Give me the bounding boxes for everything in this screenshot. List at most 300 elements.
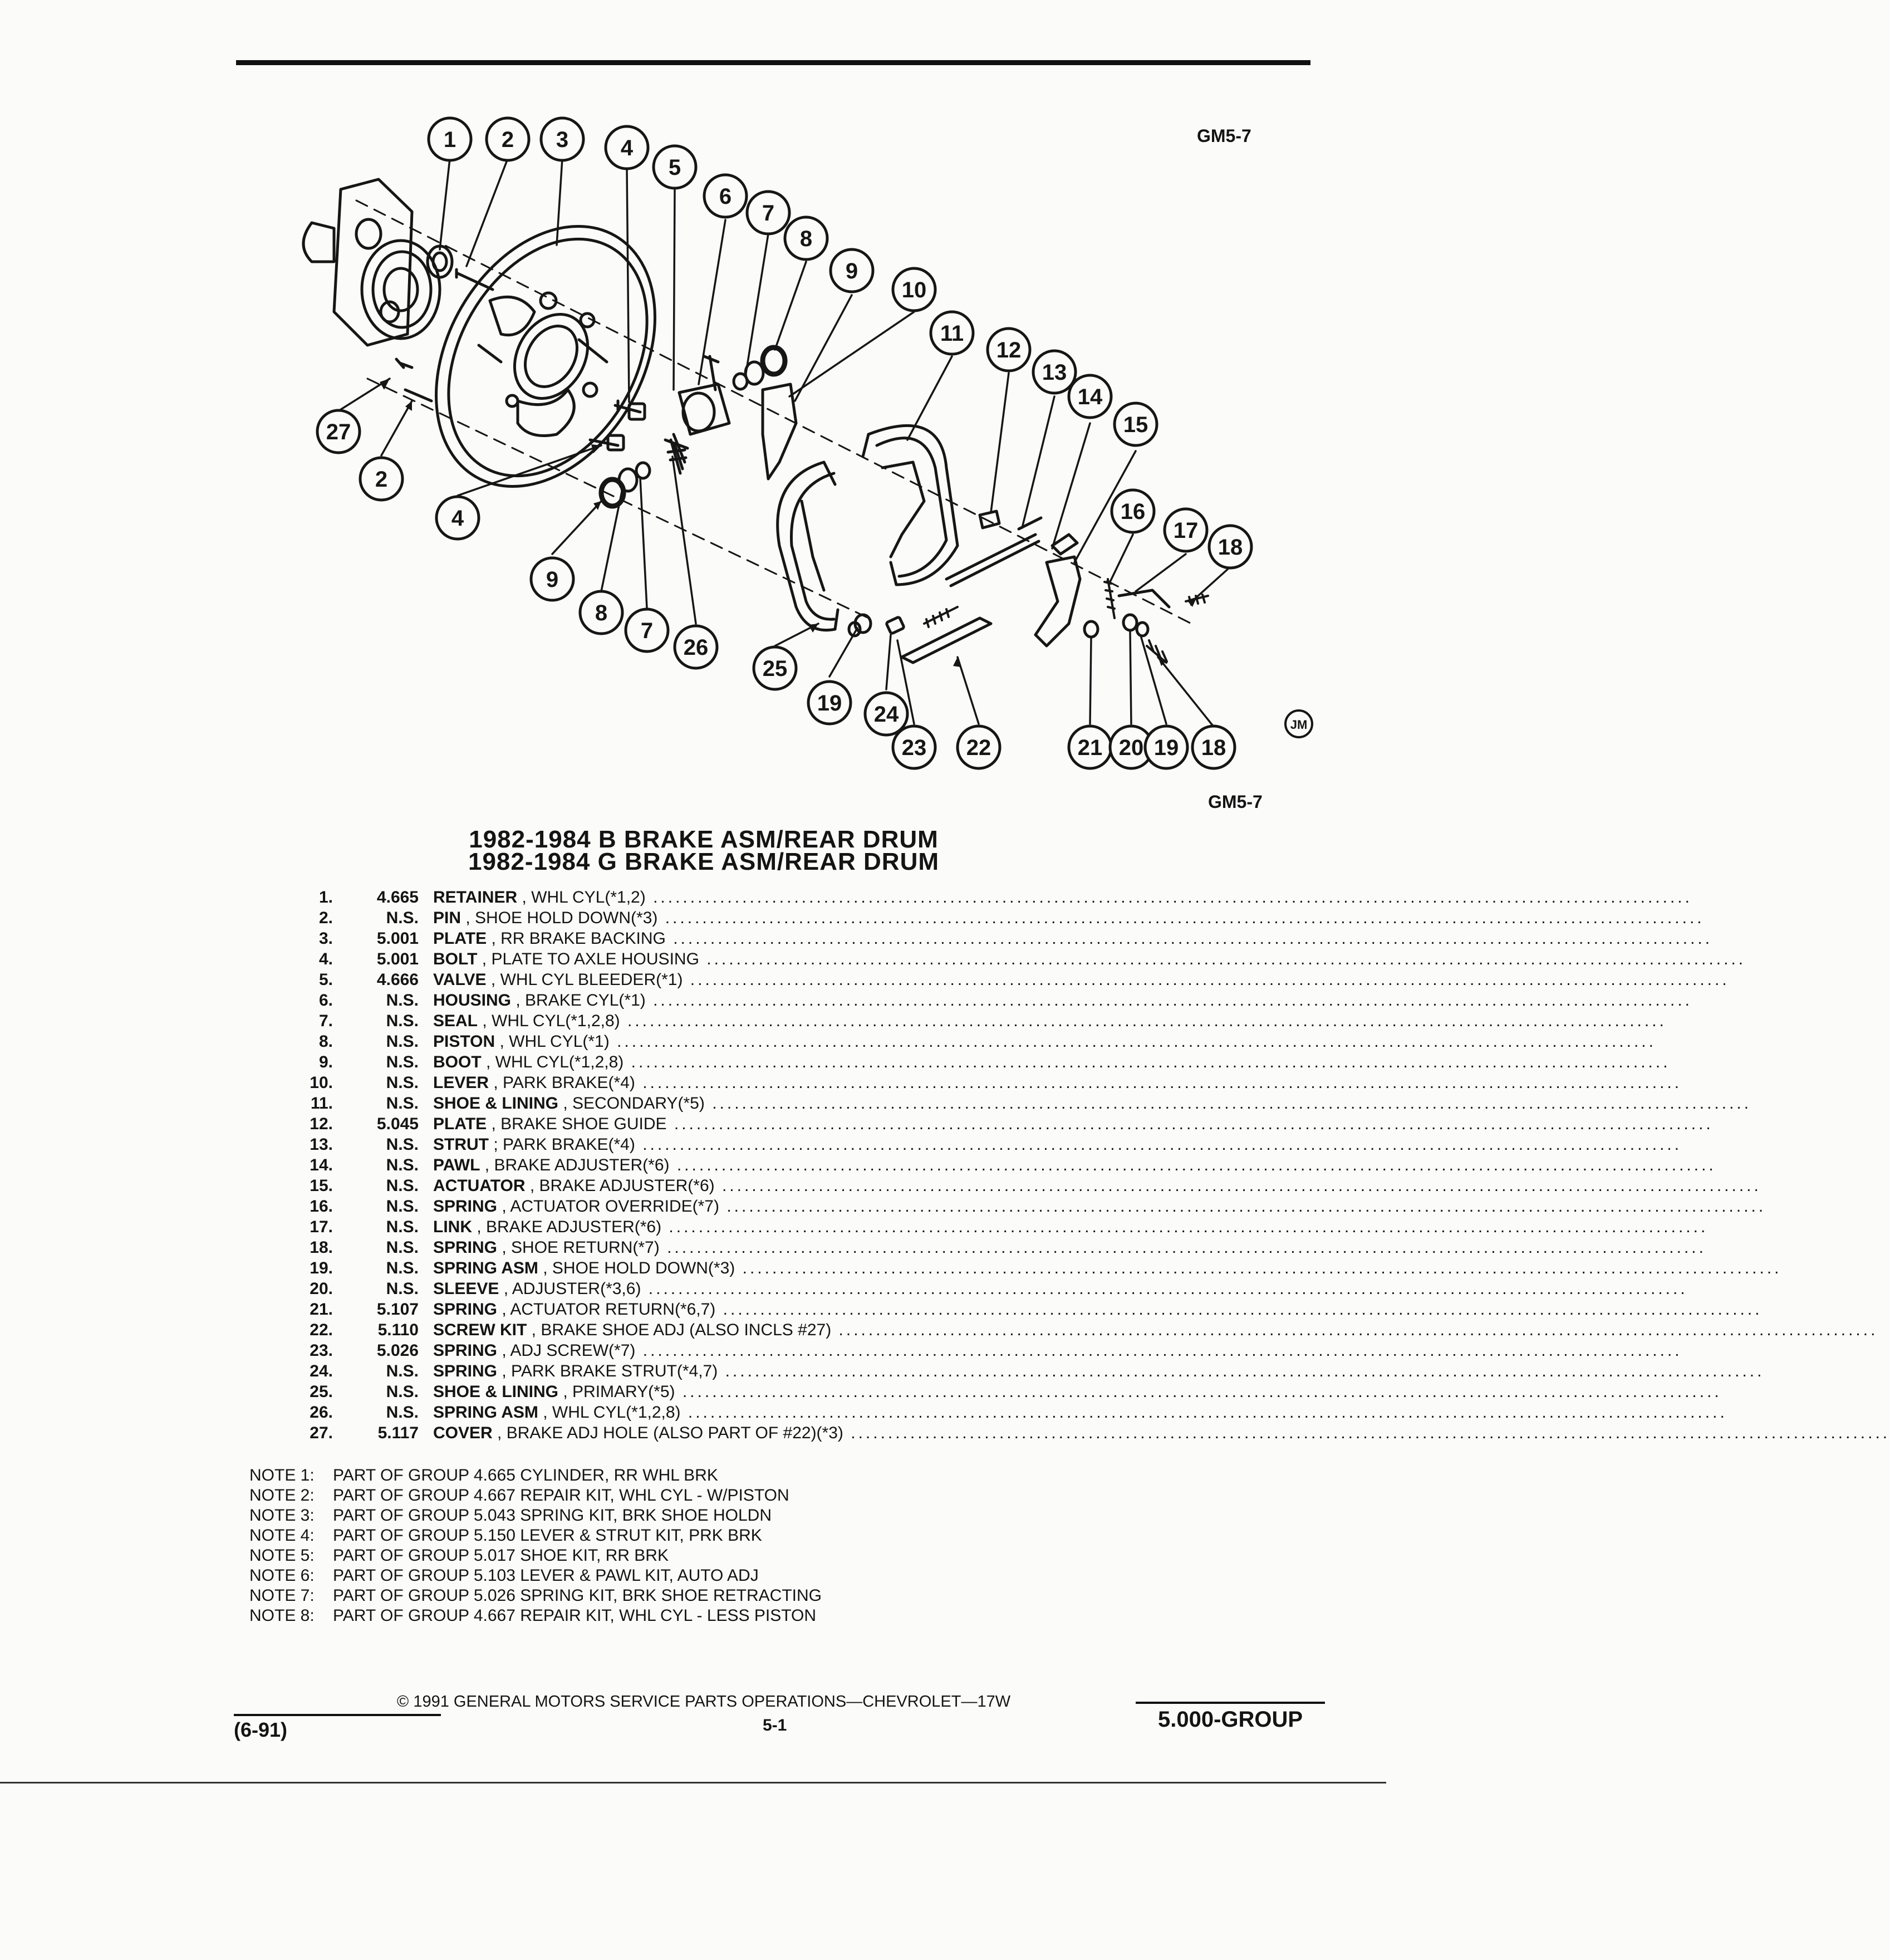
footer-copyright: © 1991 GENERAL MOTORS SERVICE PARTS OPERATIONS—CHEVROLET—17W: [396, 1693, 1011, 1711]
callout-label: 22: [966, 736, 991, 760]
part-number: 15.: [310, 1177, 333, 1195]
part-name: SPRING: [433, 1300, 498, 1319]
leader-dots: ............................................................................................................................................: [683, 971, 1730, 989]
callout-label: 9: [546, 567, 559, 592]
part-detail: , BRAKE ADJUSTER(*6): [480, 1156, 670, 1174]
part-description: [433, 1175, 1761, 1196]
callout-label: 4: [620, 136, 634, 160]
part-number: 9.: [318, 1053, 333, 1071]
part-number: 1.: [318, 888, 333, 906]
callout-4: [606, 126, 648, 169]
leader-dots: ............................................................................................................................................: [661, 1218, 1709, 1236]
part-number: 3.: [318, 929, 333, 948]
part-description: [433, 1114, 1714, 1134]
callout-14: [1069, 375, 1111, 418]
part-name: PIN: [433, 909, 462, 927]
part-detail: , ADJ SCREW(*7): [497, 1341, 636, 1360]
callout-27: [317, 410, 360, 453]
part-detail: , ADJUSTER(*3,6): [499, 1280, 641, 1298]
part-name: SHOE & LINING: [433, 1094, 559, 1113]
part-row: [289, 1093, 1752, 1114]
part-number: 22.: [310, 1321, 333, 1339]
callout-9: [531, 558, 573, 600]
part-detail: , SHOE HOLD DOWN(*3): [538, 1259, 735, 1277]
parts-list: [289, 887, 1890, 1443]
part-number: 18.: [310, 1238, 333, 1257]
callout-label: 13: [1042, 360, 1067, 385]
diagram-code-top: GM5-7: [1197, 126, 1251, 146]
part-name: COVER: [433, 1424, 493, 1442]
part-group: 5.110: [377, 1321, 419, 1339]
callout-13: [1033, 351, 1076, 393]
part-row: [289, 887, 1692, 908]
part-description: [433, 1381, 1722, 1402]
part-row: [289, 949, 1746, 969]
part-group: N.S.: [386, 1094, 419, 1113]
part-number: 14.: [310, 1156, 333, 1174]
part-name: STRUT: [433, 1135, 489, 1154]
part-name: PISTON: [433, 1032, 495, 1051]
part-group: 5.107: [376, 1300, 419, 1319]
part-row: [289, 1423, 1890, 1443]
part-row: [289, 1175, 1761, 1196]
callout-19: [808, 682, 851, 724]
leader-dots: ............................................................................................................................................: [657, 909, 1705, 927]
secondary-shoe: [863, 425, 958, 585]
title-b-brake: 1982-1984 B BRAKE ASM/REAR DRUM: [469, 826, 939, 853]
part-detail: , PLATE TO AXLE HOUSING: [477, 950, 699, 968]
part-group: 5.045: [376, 1115, 419, 1133]
notes-list: [249, 1466, 822, 1626]
part-group: N.S.: [386, 909, 419, 927]
callout-label: 23: [901, 736, 927, 760]
part-row: [289, 990, 1692, 1011]
note-label: NOTE 3:: [249, 1506, 315, 1525]
leader-dots: ............................................................................................................................................: [735, 1259, 1782, 1277]
callout-label: 15: [1123, 413, 1148, 437]
callout-label: 24: [873, 702, 899, 727]
part-name: SEAL: [433, 1012, 478, 1030]
leader-dots: ............................................................................................................................................: [641, 1280, 1688, 1298]
part-group: N.S.: [386, 1197, 419, 1216]
part-detail: , BRAKE CYL(*1): [511, 991, 646, 1010]
part-row: [289, 1196, 1766, 1217]
note-item: [249, 1526, 822, 1546]
part-group: 5.001: [376, 929, 419, 948]
callout-label: 18: [1218, 535, 1243, 560]
part-row: [289, 1320, 1878, 1340]
part-row: [289, 1011, 1667, 1031]
title-g-brake: 1982-1984 G BRAKE ASM/REAR DRUM: [468, 848, 939, 875]
part-number: 21.: [310, 1300, 333, 1319]
part-row: [289, 1361, 1765, 1381]
part-detail: , WHL CYL(*1,2): [517, 888, 646, 906]
assembly-axis-line: [356, 200, 1191, 624]
part-description: [433, 990, 1692, 1011]
note-item: [249, 1566, 822, 1586]
part-row: [289, 969, 1730, 990]
part-name: LINK: [433, 1218, 472, 1236]
part-number: 11.: [310, 1094, 333, 1113]
part-row: [289, 1134, 1682, 1155]
part-group: 5.026: [376, 1341, 419, 1360]
part-row: [289, 1217, 1709, 1237]
leader-dots: ............................................................................................................................................: [635, 1135, 1682, 1154]
revision-date: (6-91): [234, 1718, 288, 1741]
callout-22: [958, 726, 1000, 768]
callout-label: 6: [719, 184, 732, 209]
leader-dots: ............................................................................................................................................: [715, 1300, 1763, 1319]
callout-label: 17: [1173, 518, 1199, 543]
primary-shoe: [778, 462, 838, 630]
note-item: [249, 1606, 822, 1626]
callout-label: 19: [817, 691, 842, 716]
leader-dots: ............................................................................................................................................: [669, 1156, 1716, 1174]
part-description: [433, 1299, 1763, 1320]
callout-label: 21: [1077, 736, 1103, 760]
part-name: SPRING: [433, 1362, 498, 1380]
part-row: [289, 908, 1705, 928]
part-description: [433, 1340, 1682, 1361]
note-label: NOTE 4:: [249, 1526, 315, 1545]
part-number: 2.: [318, 909, 333, 927]
part-number: 5.: [318, 971, 333, 989]
leader-dots: ............................................................................................................................................: [620, 1012, 1667, 1030]
part-detail: , PARK BRAKE STRUT(*4,7): [497, 1362, 718, 1380]
leader-dots: ............................................................................................................................................: [645, 991, 1692, 1010]
part-group: N.S.: [386, 1403, 419, 1422]
callout-18: [1209, 526, 1251, 568]
leader-dots: ............................................................................................................................................: [635, 1341, 1682, 1360]
part-description: [433, 1258, 1782, 1278]
part-group: 5.001: [376, 950, 419, 968]
part-detail: , WHL CYL(*1): [495, 1032, 610, 1051]
part-number: 6.: [318, 991, 333, 1010]
part-name: SPRING: [433, 1341, 498, 1360]
part-description: [433, 908, 1705, 928]
note-item: [249, 1586, 822, 1606]
note-text: PART OF GROUP 5.150 LEVER & STRUT KIT, PRK BRK: [333, 1526, 762, 1545]
leader-dots: ............................................................................................................................................: [675, 1383, 1722, 1401]
note-item: [249, 1486, 822, 1506]
backing-plate: [391, 187, 699, 526]
part-name: PLATE: [433, 929, 487, 948]
part-description: [433, 1011, 1667, 1031]
callout-26: [675, 626, 717, 668]
part-group: 5.117: [377, 1424, 419, 1442]
callout-label: 2: [501, 128, 514, 152]
part-number: 25.: [310, 1383, 333, 1401]
callout-6: [704, 175, 747, 217]
part-description: [433, 928, 1713, 949]
guide-plate: [980, 511, 999, 528]
part-name: BOLT: [433, 950, 478, 968]
part-detail: , BRAKE ADJ HOLE (ALSO PART OF #22)(*3): [492, 1424, 843, 1442]
part-group: N.S.: [386, 1383, 419, 1401]
callout-label: 7: [762, 201, 775, 226]
part-detail: , BRAKE ADJUSTER(*6): [525, 1177, 715, 1195]
part-description: [433, 1072, 1682, 1093]
part-group: N.S.: [386, 1156, 419, 1174]
part-description: [433, 1402, 1727, 1423]
part-name: SPRING ASM: [433, 1403, 538, 1422]
callout-19: [1145, 726, 1187, 768]
callout-3: [541, 118, 583, 160]
part-name: SPRING: [433, 1238, 498, 1257]
callout-8: [580, 591, 622, 634]
part-name: VALVE: [433, 971, 487, 989]
leader-dots: ............................................................................................................................................: [665, 929, 1713, 948]
part-description: [433, 1237, 1706, 1258]
callout-12: [988, 329, 1030, 371]
note-label: NOTE 7:: [249, 1586, 315, 1605]
part-group: N.S.: [386, 1012, 419, 1030]
note-text: PART OF GROUP 4.667 REPAIR KIT, WHL CYL - W/PISTON: [333, 1486, 789, 1505]
part-row: [289, 1299, 1763, 1320]
part-description: [433, 949, 1746, 969]
part-group: N.S.: [386, 1177, 419, 1195]
part-number: 24.: [310, 1362, 333, 1380]
part-group: N.S.: [386, 991, 419, 1010]
part-name: SPRING: [433, 1197, 498, 1216]
part-name: SHOE & LINING: [433, 1383, 559, 1401]
part-name: LEVER: [433, 1074, 489, 1092]
part-detail: , BRAKE SHOE GUIDE: [487, 1115, 667, 1133]
callout-label: 8: [595, 601, 608, 625]
callout-2: [360, 458, 402, 500]
part-detail: , WHL CYL(*1,2,8): [478, 1012, 620, 1030]
part-detail: , BRAKE ADJUSTER(*6): [472, 1218, 662, 1236]
leader-dots: ............................................................................................................................................: [719, 1197, 1766, 1216]
callout-label: 2: [375, 467, 388, 492]
callout-label: 3: [556, 128, 569, 152]
callout-label: 7: [640, 619, 654, 643]
callout-16: [1112, 490, 1154, 532]
callout-label: 19: [1153, 736, 1179, 760]
part-name: ACTUATOR: [433, 1177, 526, 1195]
part-group: N.S.: [386, 1259, 419, 1277]
part-name: SLEEVE: [433, 1280, 499, 1298]
leader-dots: ............................................................................................................................................: [843, 1424, 1890, 1442]
part-number: 26.: [310, 1403, 333, 1422]
part-row: [289, 1072, 1682, 1093]
part-number: 10.: [310, 1074, 333, 1092]
callout-7: [626, 609, 668, 651]
park-brake-strut: [946, 535, 1039, 586]
artist-mark: [1285, 710, 1312, 737]
part-name: PLATE: [433, 1115, 487, 1133]
callout-label: 1: [443, 128, 456, 152]
part-detail: ; PARK BRAKE(*4): [489, 1135, 635, 1154]
leader-dots: ............................................................................................................................................: [718, 1362, 1765, 1380]
part-group: N.S.: [386, 1053, 419, 1071]
callout-1: [429, 118, 471, 160]
callout-label: 16: [1120, 499, 1146, 524]
callout-15: [1115, 403, 1157, 445]
callout-17: [1165, 509, 1207, 551]
note-text: PART OF GROUP 5.026 SPRING KIT, BRK SHOE RETRACTING: [333, 1586, 822, 1605]
part-group: 4.666: [376, 971, 419, 989]
note-label: NOTE 5:: [249, 1546, 315, 1565]
part-name: HOUSING: [433, 991, 512, 1010]
group-number: 5.000-GROUP: [1158, 1707, 1303, 1732]
footer-rule-left: [234, 1714, 441, 1716]
part-row: [289, 928, 1713, 949]
part-detail: , ACTUATOR RETURN(*6,7): [497, 1300, 716, 1319]
part-description: [433, 1320, 1878, 1340]
part-group: N.S.: [386, 1362, 419, 1380]
part-description: [433, 1031, 1656, 1052]
part-number: 13.: [310, 1135, 333, 1154]
part-number: 19.: [310, 1259, 333, 1277]
part-detail: , RR BRAKE BACKING: [487, 929, 666, 948]
callout-label: 25: [762, 656, 788, 681]
note-item: [249, 1546, 822, 1566]
part-detail: , WHL CYL BLEEDER(*1): [486, 971, 683, 989]
part-description: [433, 1278, 1688, 1299]
callout-25: [754, 647, 796, 689]
note-text: PART OF GROUP 5.103 LEVER & PAWL KIT, AUTO ADJ: [333, 1566, 759, 1585]
part-number: 16.: [310, 1197, 333, 1216]
part-description: [433, 1052, 1671, 1072]
callout-18: [1192, 726, 1235, 768]
callout-23: [893, 726, 935, 768]
callout-7: [747, 192, 789, 234]
part-number: 12.: [310, 1115, 333, 1133]
part-detail: , PARK BRAKE(*4): [489, 1074, 635, 1092]
part-name: RETAINER: [433, 888, 518, 906]
callout-11: [931, 312, 973, 354]
part-description: [433, 1093, 1752, 1114]
part-name: SPRING ASM: [433, 1259, 538, 1277]
adjuster-screw-kit: [902, 618, 991, 663]
part-row: [289, 1278, 1688, 1299]
note-text: PART OF GROUP 4.667 REPAIR KIT, WHL CYL - LESS PISTON: [333, 1606, 817, 1625]
part-group: N.S.: [386, 1135, 419, 1154]
callout-label: 12: [996, 338, 1022, 362]
part-detail: , WHL CYL(*1,2,8): [538, 1403, 681, 1422]
part-number: 20.: [310, 1280, 333, 1298]
part-number: 4.: [318, 950, 333, 968]
part-detail: , PRIMARY(*5): [558, 1383, 675, 1401]
callout-24: [865, 693, 907, 735]
part-description: [433, 887, 1692, 908]
callout-8: [785, 217, 827, 259]
part-detail: , ACTUATOR OVERRIDE(*7): [497, 1197, 719, 1216]
part-row: [289, 1052, 1671, 1072]
callout-label: 11: [940, 321, 964, 346]
leader-dots: ............................................................................................................................................: [609, 1032, 1656, 1051]
callout-label: 14: [1077, 385, 1103, 409]
park-brake-lever: [763, 384, 796, 479]
part-detail: , SHOE HOLD DOWN(*3): [461, 909, 658, 927]
part-name: BOOT: [433, 1053, 482, 1071]
note-text: PART OF GROUP 5.043 SPRING KIT, BRK SHOE HOLDN: [333, 1506, 772, 1525]
callout-4: [436, 497, 479, 539]
note-label: NOTE 2:: [249, 1486, 315, 1505]
adjuster-link: [1119, 590, 1169, 607]
axle-housing-flange: [303, 179, 440, 345]
part-description: [433, 1217, 1709, 1237]
callout-label: 5: [668, 155, 681, 180]
part-detail: , BRAKE SHOE ADJ (ALSO INCLS #27): [527, 1321, 832, 1339]
leader-dots: ............................................................................................................................................: [666, 1115, 1714, 1133]
part-row: [289, 1237, 1706, 1258]
part-number: 17.: [310, 1218, 333, 1236]
retainer-part: [428, 246, 452, 277]
part-number: 7.: [318, 1012, 333, 1030]
part-description: [433, 1361, 1765, 1381]
leader-dots: ............................................................................................................................................: [831, 1321, 1878, 1339]
callout-label: 8: [799, 227, 813, 251]
part-group: 4.665: [376, 888, 419, 906]
note-label: NOTE 8:: [249, 1606, 315, 1625]
leader-dots: ............................................................................................................................................: [704, 1094, 1752, 1113]
part-description: [433, 1134, 1682, 1155]
leader-dots: ............................................................................................................................................: [680, 1403, 1727, 1422]
leader-dots: ............................................................................................................................................: [699, 950, 1746, 968]
part-detail: , SECONDARY(*5): [558, 1094, 705, 1113]
callout-label: 9: [845, 259, 858, 283]
callout-10: [893, 268, 935, 311]
note-item: [249, 1466, 822, 1486]
part-name: PAWL: [433, 1156, 480, 1174]
callout-label: 18: [1201, 736, 1226, 760]
part-group: N.S.: [386, 1074, 419, 1092]
part-row: [289, 1381, 1722, 1402]
part-number: 8.: [318, 1032, 333, 1051]
callout-21: [1069, 726, 1111, 768]
note-text: PART OF GROUP 4.665 CYLINDER, RR WHL BRK: [333, 1466, 718, 1484]
part-group: N.S.: [386, 1218, 419, 1236]
lower-axis-line: [367, 379, 868, 618]
part-row: [289, 1258, 1782, 1278]
part-row: [289, 1402, 1727, 1423]
note-item: [249, 1506, 822, 1526]
note-text: PART OF GROUP 5.017 SHOE KIT, RR BRK: [333, 1546, 669, 1565]
part-description: [433, 1155, 1716, 1175]
part-number: 27.: [310, 1424, 333, 1442]
part-detail: , SHOE RETURN(*7): [497, 1238, 660, 1257]
leader-dots: ............................................................................................................................................: [714, 1177, 1761, 1195]
part-row: [289, 1114, 1714, 1134]
diagram-code-bottom: GM5-7: [1208, 792, 1263, 812]
callout-label: 4: [451, 506, 464, 531]
part-row: [289, 1155, 1716, 1175]
part-description: [433, 969, 1730, 990]
note-label: NOTE 1:: [249, 1466, 315, 1484]
callout-label: 26: [683, 635, 709, 660]
callout-2: [487, 118, 529, 160]
leader-dots: ............................................................................................................................................: [635, 1074, 1682, 1092]
callout-label: 10: [901, 278, 927, 302]
callout-label: 27: [326, 420, 351, 444]
leader-dots: ............................................................................................................................................: [645, 888, 1692, 906]
actuator-part: [1035, 557, 1080, 646]
callout-9: [831, 249, 873, 292]
bottom-rule: [0, 1782, 1386, 1783]
part-group: N.S.: [386, 1280, 419, 1298]
artist-mark-text: JM: [1290, 718, 1308, 732]
callout-label: 20: [1118, 736, 1144, 760]
leader-dots: ............................................................................................................................................: [659, 1238, 1706, 1257]
note-label: NOTE 6:: [249, 1566, 315, 1585]
actuator-override-spring: [1104, 579, 1115, 618]
part-group: N.S.: [386, 1238, 419, 1257]
part-description: [433, 1196, 1766, 1217]
part-group: N.S.: [386, 1032, 419, 1051]
part-number: 23.: [310, 1341, 333, 1360]
